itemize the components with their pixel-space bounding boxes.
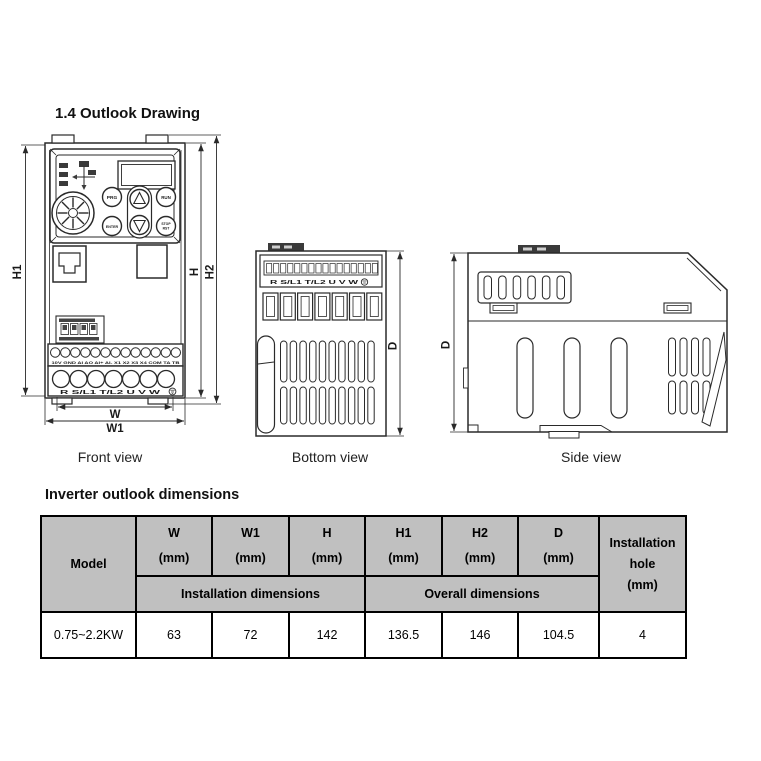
col-unit: (mm) bbox=[543, 551, 574, 565]
table-header-h bbox=[289, 516, 365, 576]
stop-rst-button[interactable] bbox=[157, 217, 176, 236]
run-button-label: RUN bbox=[161, 195, 171, 200]
cell-hole: 4 bbox=[599, 612, 686, 658]
cell-h1: 136.5 bbox=[365, 612, 442, 658]
col-label: W bbox=[168, 526, 180, 540]
cell-w: 63 bbox=[136, 612, 212, 658]
dim-label-h: H bbox=[189, 267, 201, 277]
col-label: H bbox=[322, 526, 332, 540]
table-heading: Inverter outlook dimensions bbox=[45, 487, 240, 503]
control-terminal-strip bbox=[48, 344, 183, 366]
down-arrow-button[interactable] bbox=[130, 216, 149, 235]
dim-label-w1: W1 bbox=[106, 423, 124, 435]
col-label: W1 bbox=[241, 526, 260, 540]
ground-symbol-icon bbox=[169, 388, 176, 395]
bottom-view-caption: Bottom view bbox=[291, 449, 369, 465]
cell-w1: 72 bbox=[212, 612, 289, 658]
front-bottom-tab-left bbox=[52, 398, 72, 404]
side-left-tab bbox=[464, 368, 469, 388]
front-bottom-tab-right bbox=[148, 398, 168, 404]
side-view-caption: Side view bbox=[561, 449, 621, 465]
side-dimension-lines bbox=[441, 253, 469, 432]
updown-button-group bbox=[128, 186, 152, 238]
ground-symbol-icon bbox=[361, 279, 367, 285]
bottom-power-terminal-labels: R S/L1 T/L2 U V W bbox=[270, 280, 359, 286]
enter-button[interactable] bbox=[103, 217, 122, 236]
table-header-h1 bbox=[365, 516, 442, 576]
table-header-h2 bbox=[442, 516, 518, 576]
front-view-drawing bbox=[12, 135, 221, 435]
dim-label-h2: H2 bbox=[204, 264, 217, 280]
col-unit: (mm) bbox=[158, 551, 190, 565]
side-vent-slots-large bbox=[517, 338, 627, 418]
bottom-view-drawing bbox=[256, 243, 404, 436]
rj45-port bbox=[53, 246, 86, 282]
power-terminal-strip bbox=[48, 366, 183, 396]
hole-header-line: Installation bbox=[609, 535, 676, 550]
hole-header-line: (mm) bbox=[627, 577, 658, 592]
dim-label-d-side: D bbox=[440, 340, 453, 350]
cell-h: 142 bbox=[289, 612, 365, 658]
col-unit: (mm) bbox=[388, 551, 419, 565]
run-button[interactable] bbox=[157, 188, 176, 207]
control-terminal-labels: 10V GND AI AO AI+ AI- X1 X2 X3 X4 COM TA TB bbox=[51, 360, 181, 365]
col-unit: (mm) bbox=[311, 551, 343, 565]
bottom-screw-terminals bbox=[263, 293, 382, 320]
cover-opening bbox=[137, 245, 167, 278]
prg-button-label: PRG bbox=[106, 196, 118, 201]
up-arrow-button[interactable] bbox=[130, 190, 149, 209]
table-header-w bbox=[136, 516, 212, 576]
prg-button[interactable] bbox=[103, 188, 122, 207]
dimensions-table bbox=[40, 515, 687, 659]
table-header-model: Model bbox=[41, 516, 136, 612]
table-header-w1 bbox=[212, 516, 289, 576]
dim-label-d-bottom: D bbox=[387, 341, 400, 351]
table-header-installation-hole bbox=[599, 516, 686, 612]
enter-button-label: ENTER bbox=[105, 224, 119, 229]
cell-model: 0.75~2.2KW bbox=[41, 612, 136, 658]
cell-h2: 146 bbox=[442, 612, 518, 658]
stop-button-label-line1: STOP bbox=[161, 222, 171, 226]
jog-dial[interactable] bbox=[52, 192, 94, 234]
table-row bbox=[41, 612, 686, 658]
dim-label-h1: H1 bbox=[12, 264, 24, 280]
col-label: D bbox=[553, 526, 564, 540]
table-group-overall: Overall dimensions bbox=[365, 576, 599, 612]
cell-d: 104.5 bbox=[518, 612, 599, 658]
front-top-tab-left bbox=[52, 135, 74, 143]
side-din-foot bbox=[549, 432, 579, 439]
side-view-drawing bbox=[441, 245, 728, 438]
stop-button-label-line2: RST bbox=[162, 226, 170, 231]
keypad-panel bbox=[50, 149, 180, 243]
col-unit: (mm) bbox=[464, 551, 496, 565]
dip-switch-block bbox=[56, 316, 104, 343]
power-terminal-labels: R S/L1 T/L2 U V W bbox=[60, 389, 161, 396]
front-view-caption: Front view bbox=[77, 449, 143, 465]
section-title: 1.4 Outlook Drawing bbox=[55, 105, 201, 122]
table-group-installation: Installation dimensions bbox=[136, 576, 365, 612]
col-label: H2 bbox=[472, 526, 488, 540]
front-top-tab-right bbox=[146, 135, 168, 143]
lcd-display bbox=[118, 161, 175, 189]
bottom-latch bbox=[258, 336, 275, 433]
bottom-terminal-strip bbox=[260, 255, 382, 287]
col-label: H1 bbox=[395, 526, 412, 540]
bottom-dimension-lines bbox=[386, 251, 404, 436]
col-unit: (mm) bbox=[235, 551, 266, 565]
table-header-d bbox=[518, 516, 599, 576]
side-vent-block bbox=[478, 272, 571, 303]
hole-header-line: hole bbox=[629, 556, 656, 571]
dim-label-w: W bbox=[109, 409, 121, 421]
